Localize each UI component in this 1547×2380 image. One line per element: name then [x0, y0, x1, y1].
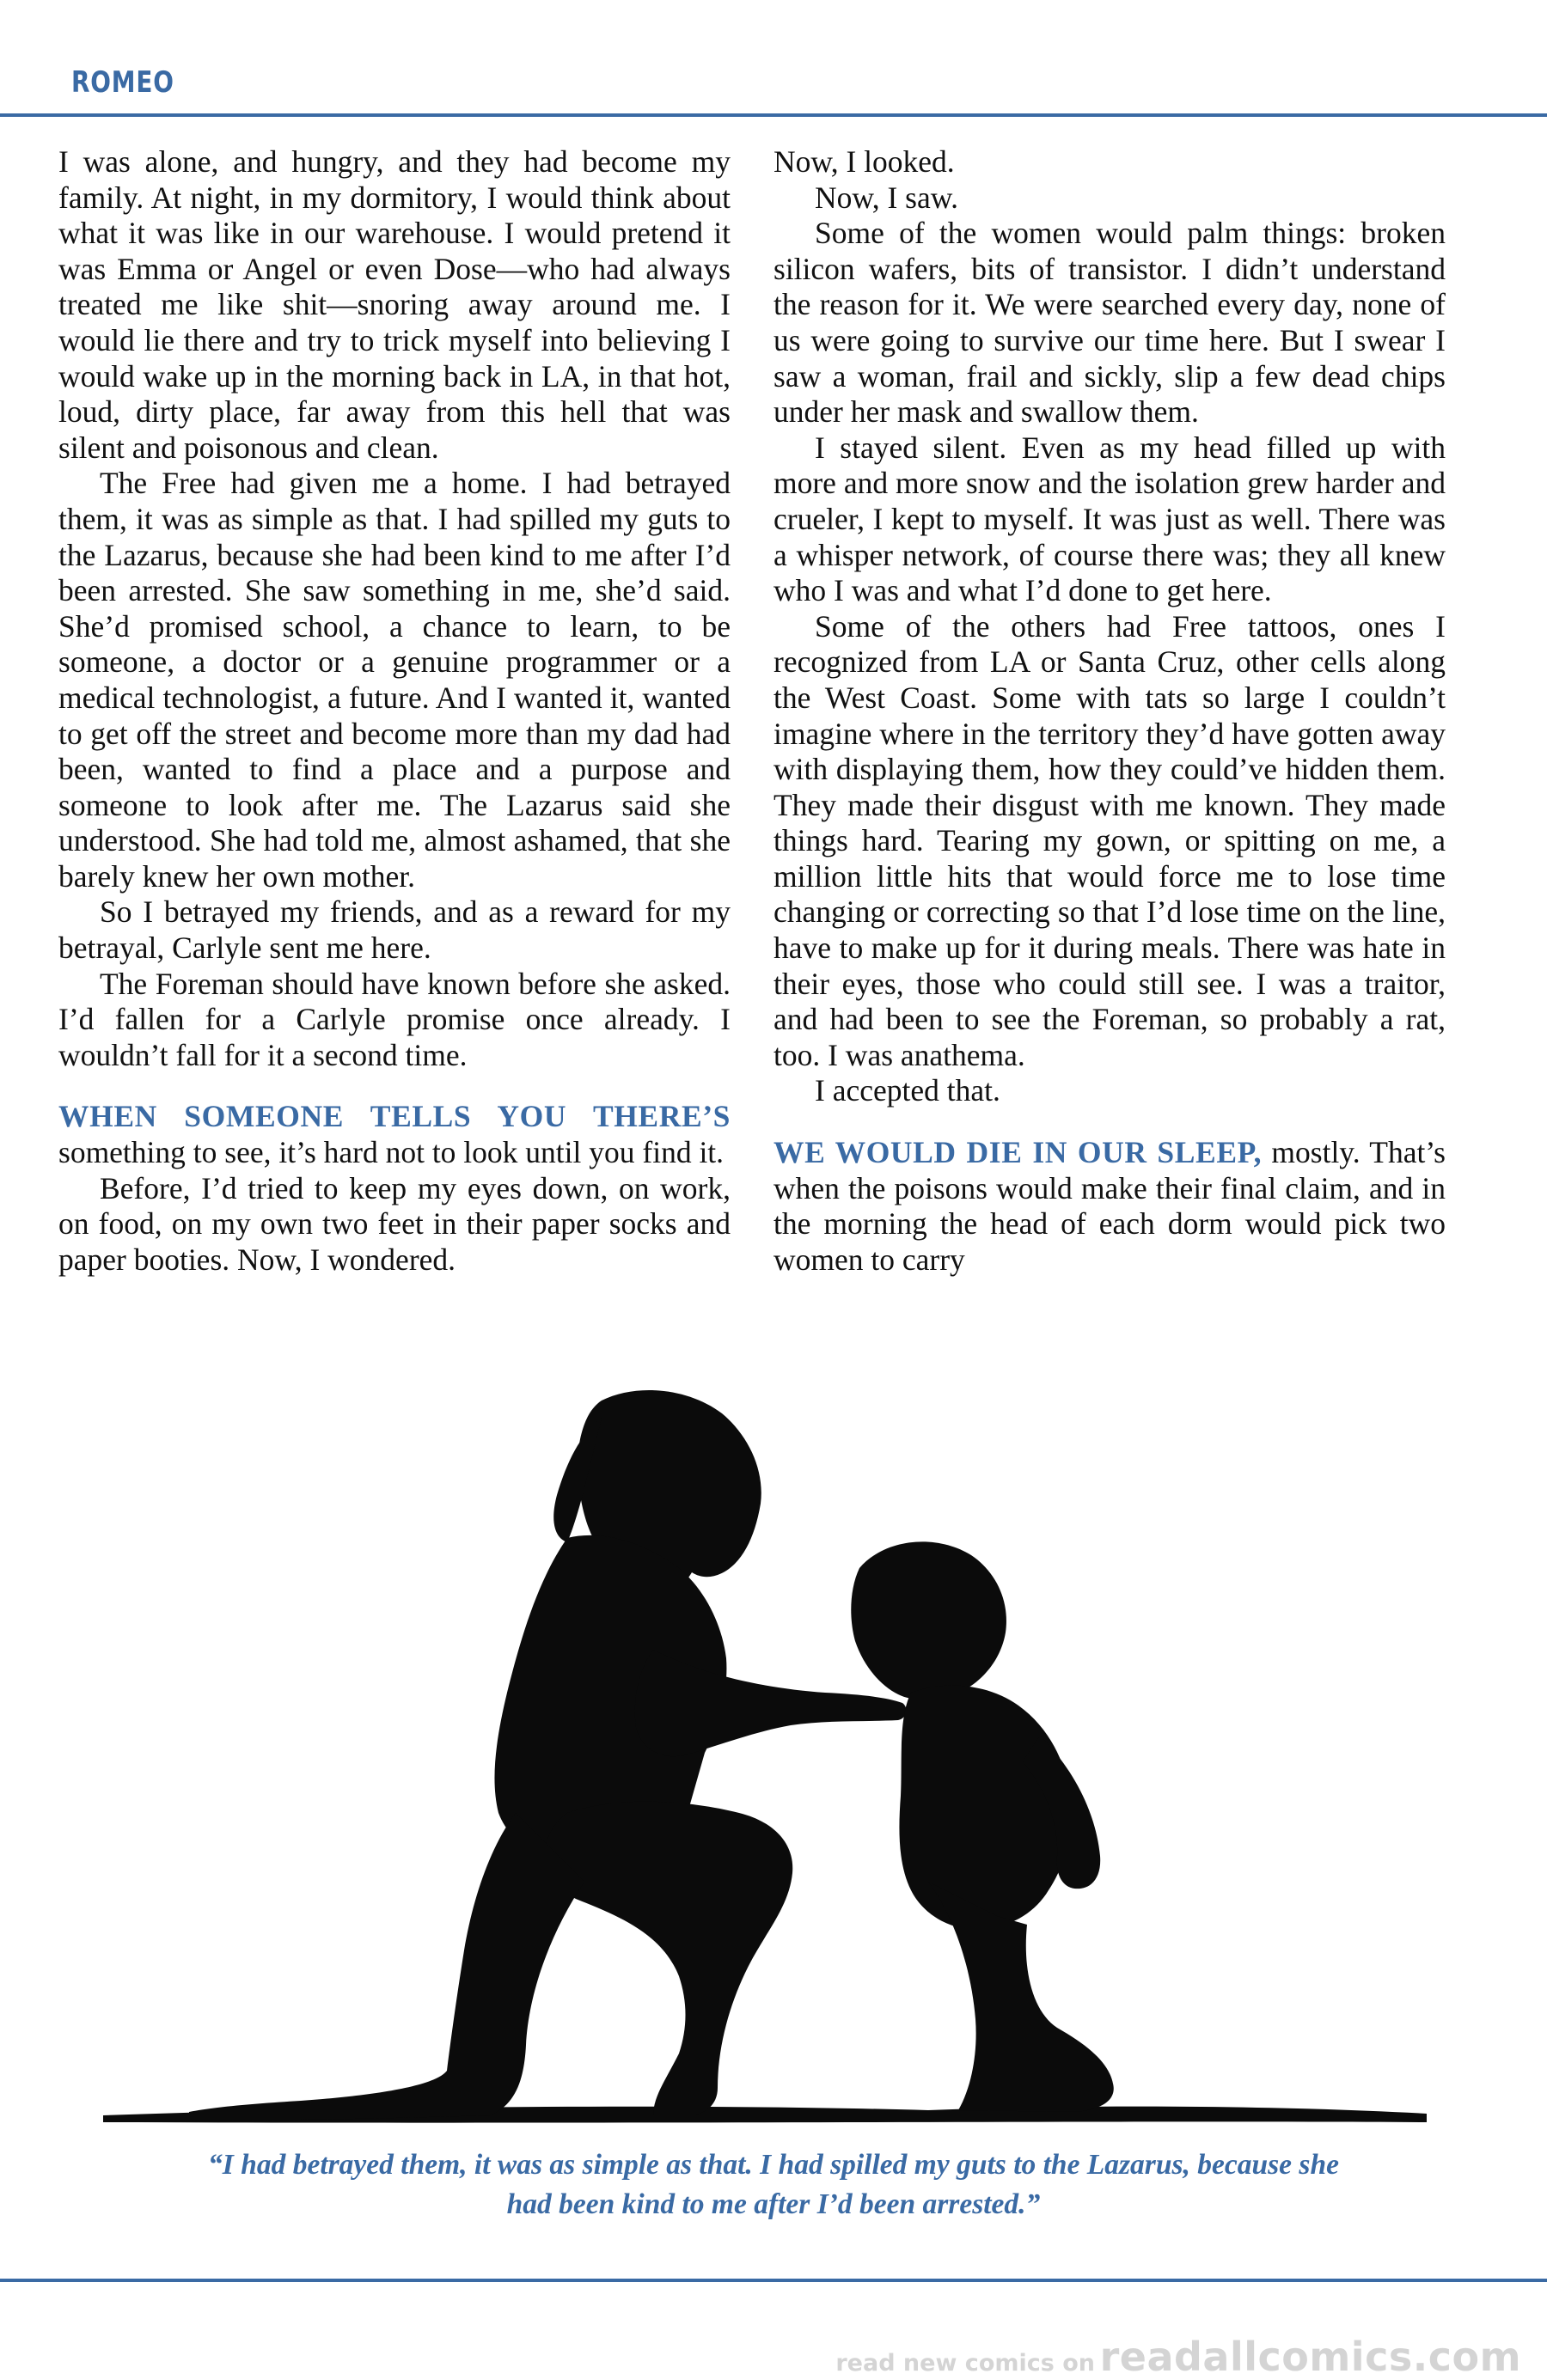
section-opening-paragraph	[774, 1135, 1446, 1278]
adult-leg-rear-silhouette	[189, 1813, 584, 2121]
section-lead-rest: mostly. That’s when the poisons would make their final claim, and in the morning the head of each dorm would pick two women to carry	[774, 1135, 1446, 1277]
watermark-site: readallcomics.com	[1099, 2334, 1521, 2380]
paragraph: The Free had given me a home. I had betrayed them, it was as simple as that. I had spilled my guts to the Lazarus, because she had been kind to me after I’d been arrested. She saw something in me, she’d said. She’d promised school, a chance to learn, to be someone, a doctor or a genuine programmer or a medical technologist, a future. And I wanted it, wanted to get off the street and become more than my dad had been, wanted to find a place and a purpose and someone to look after me. The Lazarus said she understood. She had told me, almost ashamed, that she barely knew her own mother.	[58, 466, 731, 894]
section-lead-rest: something to see, it’s hard not to look until you find it.	[58, 1135, 725, 1170]
text-column-left	[58, 144, 731, 1278]
paragraph: Some of the women would palm things: broken silicon wafers, bits of transistor. I didn’t understand the reason for it. We were searched every day, none of us were going to survive our time here. But I swear I saw a woman, frail and sickly, slip a few dead chips under her mask and swallow them.	[774, 216, 1446, 430]
paragraph: Some of the others had Free tattoos, ones I recognized from LA or Santa Cruz, other cells along the West Coast. Some with tats so large I couldn’t imagine where in the territory they’d have gotten away with displaying them, how they could’ve hidden them. They made their disgust with me known. They made things hard. Tearing my gown, or spitting on me, a million little hits that would force me to lose time changing or correcting so that I’d lose time on the line, have to make up for it during meals. There was hate in their eyes, those who could still see. I was a traitor, and had been to see the Foreman, so probably a rat, too. I was anathema.	[774, 608, 1446, 1072]
paragraph: I stayed silent. Even as my head filled up with more and more snow and the isolation grew harder and crueler, I kept to myself. It was just as well. There was a whisper network, of course there was; they all knew who I was and what I’d done to get here.	[774, 430, 1446, 608]
silhouette-kneeling-figures-illustration	[86, 1366, 1444, 2139]
header-rule	[0, 113, 1547, 117]
paragraph: Now, I looked.	[774, 144, 955, 179]
paragraph: I was alone, and hungry, and they had become my family. At night, in my dormitory, I would think about what it was like in our warehouse. I would pretend it was Emma or Angel or even Dose—who had always treated me like shit—snoring away around me. I would lie there and try to trick myself into believing I would wake up in the morning back in LA, in that hot, loud, dirty place, far away from this hell that was silent and poisonous and clean.	[58, 144, 731, 465]
text-column-right	[774, 144, 1446, 1278]
footer-rule	[0, 2279, 1547, 2282]
watermark-prefix: read new comics on	[835, 2350, 1095, 2377]
paragraph: The Foreman should have known before she asked. I’d fallen for a Carlyle promise once already. I wouldn’t fall for it a second time.	[58, 966, 731, 1072]
adult-leg-front-silhouette	[546, 1802, 793, 2115]
paragraph: Before, I’d tried to keep my eyes down, on work, on food, on my own two feet in their paper socks and paper booties. Now, I wondered.	[58, 1170, 731, 1277]
paragraph: So I betrayed my friends, and as a reward for my betrayal, Carlyle sent me here.	[58, 894, 731, 966]
watermark	[835, 2334, 1521, 2380]
adult-arm-silhouette	[635, 1650, 907, 1756]
pull-quote-caption	[52, 2145, 1495, 2224]
paragraph: Now, I saw.	[815, 180, 958, 215]
child-head-silhouette	[851, 1541, 1006, 1700]
caption-line: had been kind to me after I’d been arrested.”	[506, 2188, 1041, 2220]
caption-line: “I had betrayed them, it was as simple as that. I had spilled my guts to the Lazarus, because she	[208, 2149, 1339, 2181]
section-lead-in: WE WOULD DIE IN OUR SLEEP,	[774, 1135, 1263, 1170]
section-lead-in: WHEN SOMEONE TELLS YOU THERE’S	[58, 1099, 731, 1134]
child-body-silhouette	[899, 1686, 1071, 1930]
paragraph: I accepted that.	[815, 1073, 1000, 1108]
section-opening-paragraph	[58, 1099, 731, 1170]
running-header-title: ROMEO	[71, 65, 174, 100]
